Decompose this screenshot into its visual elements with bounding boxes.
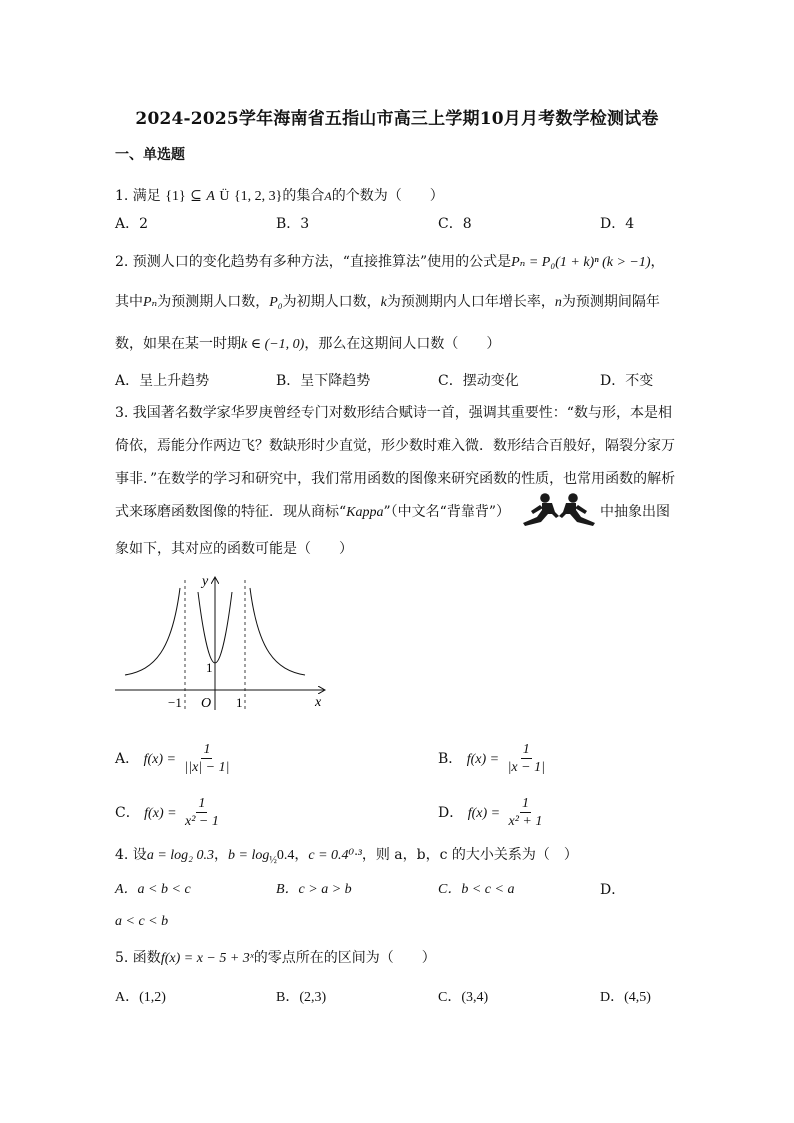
q4-b-log: b = log	[228, 848, 270, 863]
q2-pn: Pₙ	[143, 295, 158, 310]
q3-text-4c: 中抽象出图	[600, 504, 670, 520]
q2-formula: Pₙ = P₀(1 + k)ⁿ (k > −1)	[511, 255, 651, 270]
q1-suffix-a: 的集合	[282, 188, 325, 204]
q3-opt-d-den: x² + 1	[508, 814, 543, 829]
q4-sep2: ，	[294, 847, 309, 863]
q3-text-4a: 式来琢磨函数图像的特征．现从商标“	[115, 504, 347, 520]
q2-k-range: k ∈ (−1, 0)	[241, 337, 305, 352]
q3-opt-a-den: ||x| − 1|	[184, 760, 230, 775]
q4-b-base: ½	[269, 854, 277, 866]
q3-opt-d-fraction	[507, 796, 545, 830]
q3-opt-c-num: 1	[198, 796, 206, 811]
q3-opt-c-den: x² − 1	[185, 814, 219, 829]
q2-text-2a: 其中	[115, 294, 143, 310]
q2-option-c: C．摆动变化	[438, 373, 519, 389]
q3-line-2: 倚依，焉能分作两边飞？数缺形时少直觉，形少数时难入微．数形结合百般好，隔裂分家万	[115, 438, 675, 454]
q3-opt-a-lhs: f(x) =	[143, 752, 176, 767]
q3-opt-a-num: 1	[203, 742, 211, 757]
q2-text-3b: ，那么在这期间人口数（ ）	[304, 336, 501, 352]
q3-option-c	[115, 796, 223, 830]
q5-option-b: B．(2,3)	[276, 990, 327, 1005]
kappa-logo-icon	[519, 492, 599, 530]
q2-option-d: D．不变	[600, 373, 654, 389]
q5-option-c: C．(3,4)	[438, 990, 489, 1005]
q2-option-a: A．呈上升趋势	[115, 373, 210, 389]
q4-option-b: B．c > a > b	[276, 882, 352, 897]
q3-opt-b-label: B．	[438, 751, 463, 767]
q4-a-expr: a = log₂ 0.3	[146, 848, 215, 863]
q3-line-1: 3. 我国著名数学家华罗庚曾经专门对数形结合赋诗一首，强调其重要性：“数与形，本是相	[115, 405, 672, 421]
q2-comma: ，	[650, 254, 665, 270]
q3-line-3: 事非．”在数学的学习和研究中，我们常用函数的图像来研究函数的性质，也常用函数的解析	[115, 471, 676, 487]
q1-set-a2: A	[324, 189, 332, 203]
y-label: y	[202, 574, 209, 589]
q3-opt-a-label: A．	[115, 751, 140, 767]
q1-subseteq: ⊆	[190, 189, 202, 204]
q2-p0: P₀	[269, 295, 283, 310]
q1-set-a: A	[206, 189, 215, 204]
q3-opt-b-num: 1	[522, 742, 530, 757]
origin-label: O	[201, 696, 212, 711]
q4-prefix: 4. 设	[115, 847, 147, 863]
q3-opt-a-fraction	[182, 742, 231, 776]
tick-y1: 1	[206, 660, 213, 675]
q3-option-b	[438, 742, 549, 776]
q3-opt-d-lhs: f(x) =	[467, 806, 501, 821]
curve-right	[250, 588, 305, 675]
q4-c-expr: c = 0.4⁰·³	[308, 848, 362, 863]
q2-text-3a: 数，如果在某一时期	[115, 336, 241, 352]
q4-b-arg: 0.4	[276, 848, 295, 863]
q3-opt-c-fraction	[183, 796, 221, 830]
q4-option-a: A．a < b < c	[115, 882, 191, 897]
tick-neg1: −1	[168, 695, 182, 710]
q3-opt-d-label: D．	[438, 805, 464, 821]
q4-suffix: ，则 a，b，c 的大小关系为（ ）	[361, 847, 578, 863]
question-1	[115, 186, 444, 207]
q3-line-5: 象如下，其对应的函数可能是（ ）	[115, 541, 353, 557]
question-2-line-3	[115, 334, 500, 355]
q3-opt-b-lhs: f(x) =	[466, 752, 500, 767]
question-2-line-2	[115, 292, 660, 313]
q1-prefix: 1. 满足	[115, 188, 161, 204]
q1-option-a: A．2	[115, 216, 149, 232]
q3-opt-d-num: 1	[521, 796, 529, 811]
q3-opt-c-lhs: f(x) =	[144, 806, 177, 821]
q2-k: k	[380, 295, 387, 310]
q1-set2: {1, 2, 3}	[233, 189, 283, 204]
q5-prefix: 5. 函数	[115, 950, 161, 966]
q2-text-2b: 为预测期人口数，	[157, 294, 270, 310]
q2-option-b: B．呈下降趋势	[276, 373, 371, 389]
q5-suffix: 的零点所在的区间为（ ）	[253, 950, 436, 966]
page-title: 2024-2025学年海南省五指山市高三上学期10月月考数学检测试卷	[135, 109, 659, 129]
q5-option-a: A．(1,2)	[115, 990, 166, 1005]
curve-left	[125, 588, 180, 675]
q4-option-d-value: a < c < b	[115, 914, 169, 929]
function-graph	[110, 570, 335, 715]
q3-opt-c-label: C．	[115, 805, 140, 821]
tick-1: 1	[236, 695, 243, 710]
section-heading: 一、单选题	[115, 147, 185, 163]
question-4	[115, 845, 578, 871]
question-2-line-1	[115, 252, 665, 273]
q3-opt-b-den: |x − 1|	[507, 760, 545, 775]
question-5	[115, 948, 436, 969]
q3-option-d	[438, 796, 546, 830]
q4-option-d: D．	[600, 882, 626, 898]
q1-suffix-b: 的个数为（ ）	[331, 188, 444, 204]
q1-option-d: D．4	[600, 216, 635, 232]
x-label: x	[315, 695, 322, 710]
q3-line-4	[115, 502, 510, 523]
q2-text-1: 2. 预测人口的变化趋势有多种方法，“直接推算法”使用的公式是	[115, 254, 512, 270]
q5-option-d: D．(4,5)	[600, 990, 651, 1005]
q2-text-2e: 为预测期间隔年	[561, 294, 660, 310]
q3-kappa: Kappa	[346, 505, 384, 520]
q5-function: f(x) = x − 5 + 3ˣ	[160, 951, 254, 966]
q2-text-2d: 为预测期内人口年增长率，	[386, 294, 555, 310]
q1-option-c: C．8	[438, 216, 472, 232]
q4-sep1: ，	[214, 847, 229, 863]
q4-option-c: C．b < c < a	[438, 882, 515, 897]
q3-option-a	[115, 742, 233, 776]
q1-relation: Ü	[219, 189, 230, 204]
q3-opt-b-fraction	[506, 742, 547, 776]
q3-text-4b: ”（中文名“背靠背”）	[383, 504, 510, 520]
q1-set1: {1}	[165, 189, 186, 204]
q2-n: n	[554, 295, 562, 310]
q2-text-2c: 为初期人口数，	[282, 294, 381, 310]
q1-option-b: B．3	[276, 216, 310, 232]
